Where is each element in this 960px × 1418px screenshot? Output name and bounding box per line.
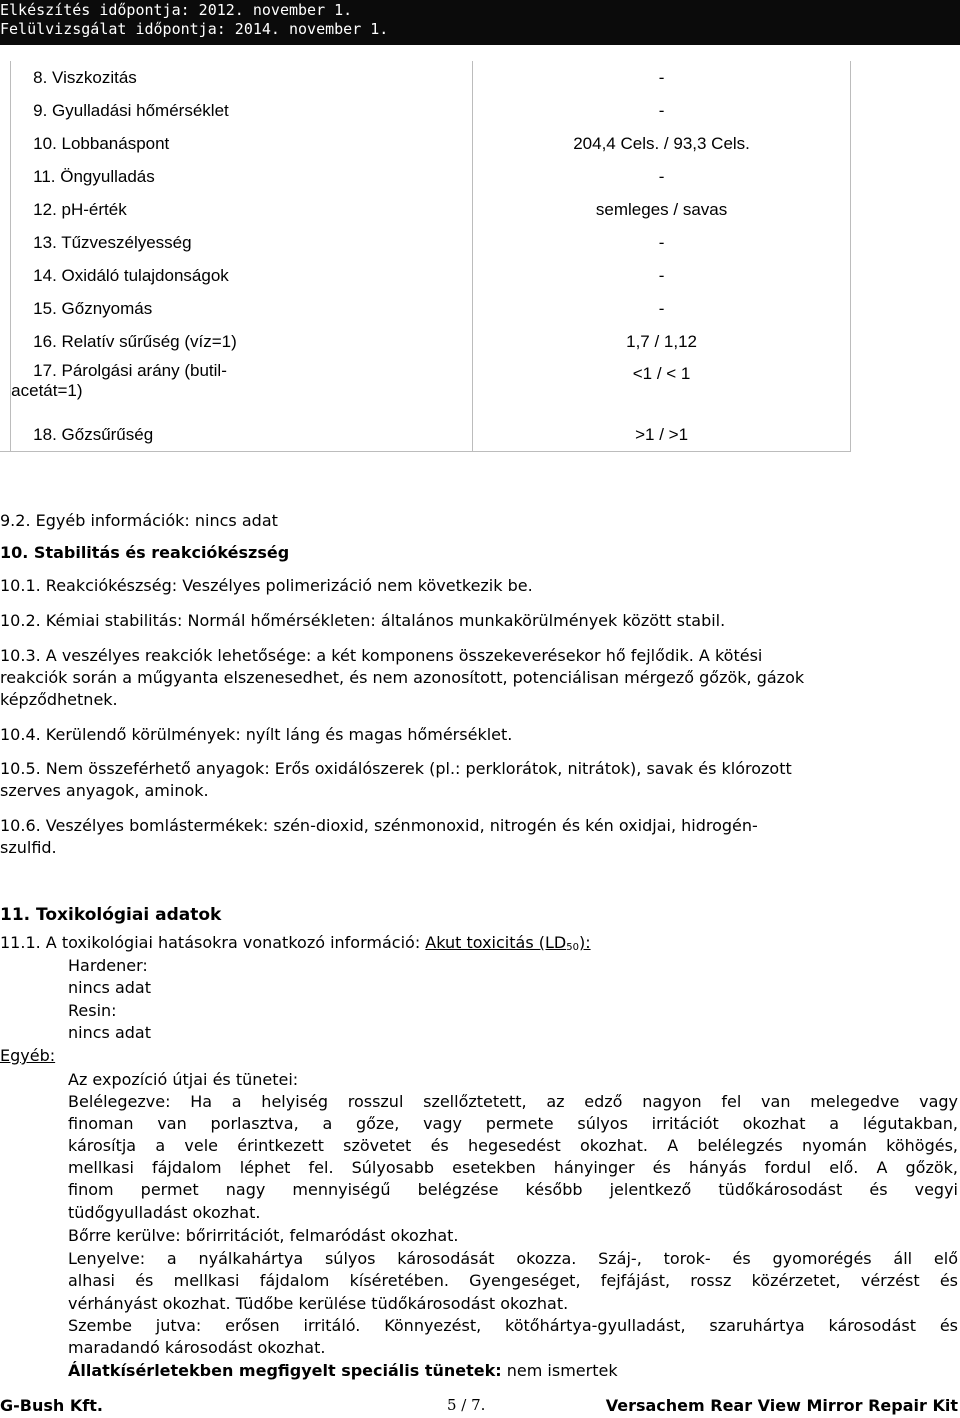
property-name: 16. Relatív sűrűség (víz=1) [11,325,473,358]
animal-tests-value: nem ismertek [501,1361,618,1380]
created-date: Elkészítés időpontja: 2012. november 1. [0,1,353,19]
table-row [0,61,851,94]
table-row [0,226,851,259]
ld-subscript: 50 [566,942,579,953]
exposure-title: Az expozíció útjai és tünetei: [68,1070,299,1089]
property-value: - [473,226,851,259]
property-name [11,358,473,418]
other-label: Egyéb: [0,1046,56,1065]
section-11-1-prefix: 11.1. A toxikológiai hatásokra vonatkozó információ: [0,933,426,952]
section-10-3-line2: reakciók során a műgyanta elszenesedhet, és nem azonosított, potenciálisan mérgező gőzök, gázok [0,668,805,687]
animal-tests-label: Állatkísérletekben megfigyelt speciális tünetek: [68,1361,502,1380]
section-11-title: 11. Toxikológiai adatok [0,905,222,925]
property-value: - [473,259,851,292]
section-10-4: 10.4. Kerülendő körülmények: nyílt láng és magas hőmérséklet. [0,725,513,744]
property-name-line: acetát=1) [11,381,83,400]
table-row [0,418,851,452]
inhalation-line5: finom permet nagy mennyiségű belégzése később jelentkező tüdőkárosodást és vegyi [68,1180,958,1199]
section-10-3-line3: képződhetnek. [0,690,118,709]
section-10-6-line1: 10.6. Veszélyes bomlástermékek: szén-dioxid, szénmonoxid, nitrogén és kén oxidjai, hidrogén- [0,816,758,835]
property-name: 12. pH-érték [11,193,473,226]
property-value: 204,4 Cels. / 93,3 Cels. [473,127,851,160]
revised-date: Felülvizsgálat időpontja: 2014. november 1. [0,20,389,38]
ingestion-line1: Lenyelve: a nyálkahártya súlyos károsodását okozza. Száj-, torok- és gyomorégés áll elő [68,1249,958,1268]
acute-toxicity-end: ): [578,933,591,952]
resin-value: nincs adat [68,1023,151,1042]
property-name: 8. Viszkozitás [11,61,473,94]
footer-product: Versachem Rear View Mirror Repair Kit [605,1396,958,1415]
inhalation-line1: Belélegezve: Ha a helyiség rosszul szellőztetett, az edző nagyon fel van melegedve vagy [68,1092,958,1111]
table-row [0,160,851,193]
inhalation-line4: mellkasi fájdalom léphet fel. Súlyosabb esetekben hányinger és hányás fordul elő. A gőzök, [68,1158,958,1177]
property-name: 11. Öngyulladás [11,160,473,193]
footer-company: G-Bush Kft. [0,1396,103,1415]
properties-table [0,61,851,452]
section-9-2: 9.2. Egyéb információk: nincs adat [0,511,278,530]
section-10-2: 10.2. Kémiai stabilitás: Normál hőmérsékleten: általános munkakörülmények között stabil. [0,611,726,630]
section-10-5-line1: 10.5. Nem összeférhető anyagok: Erős oxidálószerek (pl.: perklorátok, nitrátok), savak és klórozott [0,759,792,778]
table-row [0,193,851,226]
property-value: - [473,61,851,94]
inhalation-line3: károsítja a vele érintkezett szövetet és hegesedést okozhat. A belélegzés nyomán köhögés, [68,1136,958,1155]
property-value: - [473,94,851,127]
property-name: 9. Gyulladási hőmérséklet [11,94,473,127]
property-name-line: 17. Párolgási arány (butil- [33,361,227,380]
table-row [0,94,851,127]
section-10-6-line2: szulfid. [0,838,57,857]
property-name: 13. Tűzveszélyesség [11,226,473,259]
table-row [0,358,851,418]
table-row [0,259,851,292]
table-row [0,127,851,160]
acute-toxicity-text: Akut toxicitás (LD [425,933,567,952]
animal-tests [68,1360,958,1382]
page-footer [0,1396,960,1418]
table-row [0,325,851,358]
property-value: - [473,292,851,325]
property-name: 18. Gőzsűrűség [11,418,473,452]
property-value: >1 / >1 [473,418,851,452]
property-value: <1 / < 1 [473,358,851,418]
page-number: 5 / 7. [447,1396,486,1414]
ingestion-line2: alhasi és mellkasi fájdalom kíséretében. Gyengeséget, fejfájást, rossz közérzetet, vérzést és [68,1271,958,1290]
section-10-3-line1: 10.3. A veszélyes reakciók lehetősége: a két komponens összekeverésekor hő fejlődik. A kötési [0,646,763,665]
property-value: - [473,160,851,193]
hardener-value: nincs adat [68,978,151,997]
property-value: 1,7 / 1,12 [473,325,851,358]
inhalation-line2: finoman van porlasztva, a gőze, vagy permete súlyos irritációt okozhat a légutakban, [68,1114,958,1133]
table-row [0,292,851,325]
hardener-label: Hardener: [68,956,148,975]
property-name: 10. Lobbanáspont [11,127,473,160]
resin-label: Resin: [68,1001,117,1020]
section-10-1: 10.1. Reakciókészség: Veszélyes polimerizáció nem következik be. [0,576,533,595]
eye-contact-line1: Szembe jutva: erősen irritáló. Könnyezést, kötőhártya-gyulladást, szaruhártya károsodást és [68,1316,958,1335]
inhalation-line6: tüdőgyulladást okozhat. [68,1203,261,1222]
eye-contact-line2: maradandó károsodást okozhat. [68,1338,326,1357]
property-name: 15. Gőznyomás [11,292,473,325]
section-10-title: 10. Stabilitás és reakciókészség [0,543,290,562]
document-header [0,0,960,45]
section-10-5-line2: szerves anyagok, aminok. [0,781,209,800]
property-value: semleges / savas [473,193,851,226]
acute-toxicity-heading [425,933,590,952]
property-name: 14. Oxidáló tulajdonságok [11,259,473,292]
skin-contact: Bőrre kerülve: bőrirritációt, felmaródást okozhat. [68,1226,459,1245]
ingestion-line3: vérhányást okozhat. Tüdőbe kerülése tüdőkárosodást okozhat. [68,1294,569,1313]
